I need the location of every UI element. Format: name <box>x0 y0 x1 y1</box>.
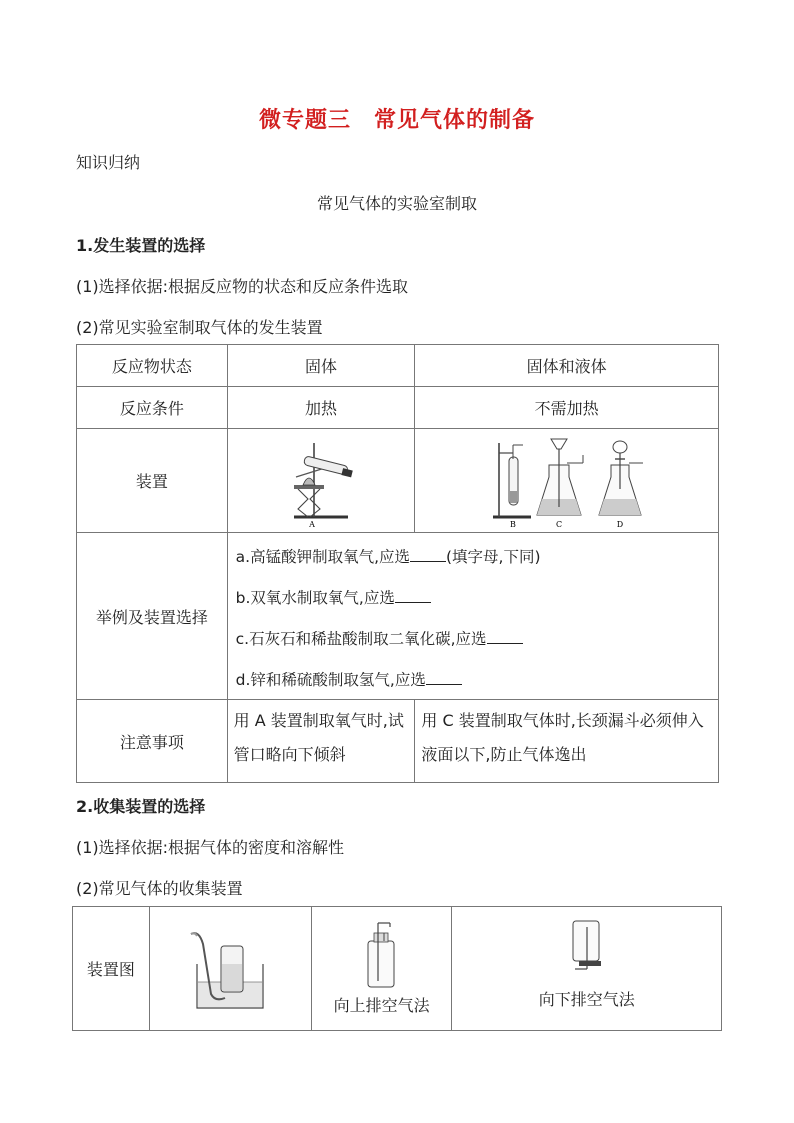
downward-air-cell <box>452 907 722 1031</box>
note-a: 用 A 装置制取氧气时,试管口略向下倾斜 <box>227 700 415 783</box>
part1-heading: 1.发生装置的选择 <box>76 236 206 255</box>
page-title: 微专题三 常见气体的制备 <box>258 108 535 133</box>
example-b: b.双氧水制取氧气,应选 <box>236 586 431 608</box>
subtitle: 常见气体的实验室制取 <box>316 194 477 213</box>
section-label: 知识归纳 <box>76 153 141 172</box>
part2-basis: (1)选择依据:根据气体的密度和溶解性 <box>76 838 345 857</box>
condition-label: 反应条件 <box>77 387 228 429</box>
examples-label: 举例及装置选择 <box>77 533 228 700</box>
examples-cell <box>227 533 718 700</box>
row-device <box>77 429 719 533</box>
device-label: 装置 <box>77 429 228 533</box>
notes-label: 注意事项 <box>77 700 228 783</box>
condition-no-heat: 不需加热 <box>415 387 719 429</box>
state-solid: 固体 <box>227 345 415 387</box>
apparatus-bcd-illustration <box>487 433 647 529</box>
collection-table <box>72 906 722 1031</box>
downward-air-illustration <box>557 917 617 973</box>
water-displacement-cell <box>149 907 311 1031</box>
upward-air-illustration <box>352 917 412 991</box>
example-a: a.高锰酸钾制取氧气,应选 (填字母,下同) <box>235 548 541 566</box>
label-c: C <box>555 519 562 529</box>
example-c: c.石灰石和稀盐酸制取二氧化碳,应选 <box>236 627 523 649</box>
part1-basis: (1)选择依据:根据反应物的状态和反应条件选取 <box>76 277 409 296</box>
part1-list-title: (2)常见实验室制取气体的发生装置 <box>76 318 323 337</box>
state-label: 反应物状态 <box>77 345 228 387</box>
label-b: B <box>509 519 516 529</box>
water-displacement-illustration <box>185 924 275 1014</box>
apparatus-a-illustration <box>276 433 366 529</box>
example-d: d.锌和稀硫酸制取氢气,应选 <box>236 668 462 690</box>
upward-air-cell <box>311 907 452 1031</box>
upward-air-method: 向上排空气法 <box>333 996 430 1015</box>
condition-heat: 加热 <box>227 387 415 429</box>
part2-heading: 2.收集装置的选择 <box>76 797 206 816</box>
row-examples <box>77 533 719 700</box>
downward-air-method: 向下排空气法 <box>538 990 635 1009</box>
row-notes <box>77 700 719 783</box>
device-a-cell <box>227 429 415 533</box>
generation-table <box>76 344 719 783</box>
device-bcd-cell <box>415 429 719 533</box>
row-condition <box>77 387 719 429</box>
label-d: D <box>616 519 623 529</box>
collection-label: 装置图 <box>73 907 150 1031</box>
part2-list-title: (2)常见气体的收集装置 <box>76 879 243 898</box>
row-state <box>77 345 719 387</box>
note-c: 用 C 装置制取气体时,长颈漏斗必须伸入液面以下,防止气体逸出 <box>415 700 719 783</box>
state-solid-liquid: 固体和液体 <box>415 345 719 387</box>
row-collection <box>73 907 722 1031</box>
label-a: A <box>309 519 315 529</box>
